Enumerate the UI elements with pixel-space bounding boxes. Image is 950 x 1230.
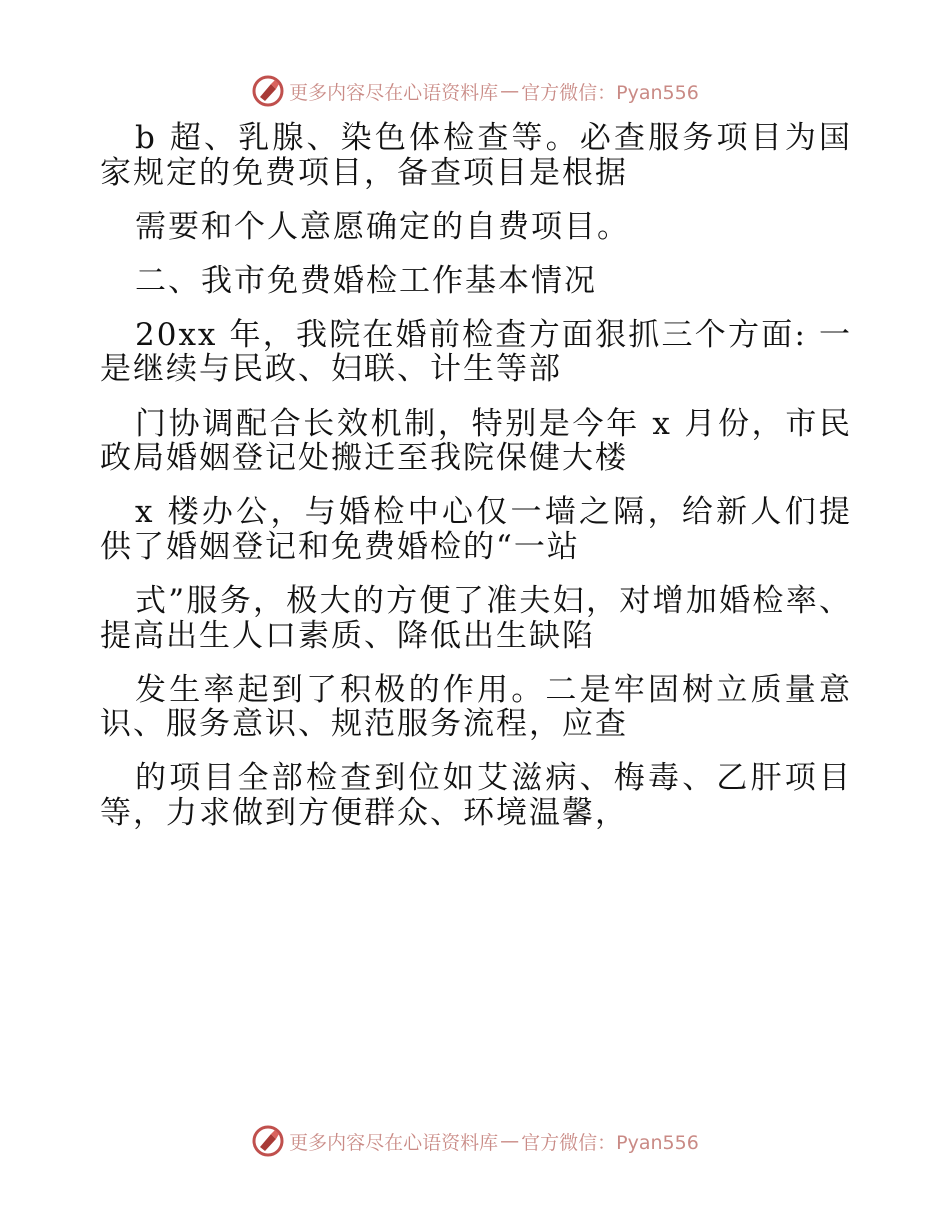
document-body [100, 121, 852, 850]
logo-icon [251, 1124, 285, 1158]
paragraph: 20xx 年，我院在婚前检查方面狠抓三个方面: 一是继续与民政、妇联、计生等部 [100, 316, 853, 388]
banner-title: 更多内容尽在心语资料库 [289, 81, 499, 104]
paragraph: 式”服务，极大的方便了准夫妇，对增加婚检率、提高出生人口素质、降低出生缺陷 [100, 582, 852, 654]
banner-wechat: 官方微信：Pyan556 [521, 1131, 699, 1154]
header-banner [0, 71, 950, 111]
paragraph: 发生率起到了积极的作用。二是牢固树立质量意识、服务意识、规范服务流程，应查 [100, 671, 852, 743]
paragraph: b 超、乳腺、染色体检查等。必查服务项目为国家规定的免费项目，备查项目是根据 [100, 120, 852, 191]
paragraph: x 楼办公，与婚检中心仅一墙之隔，给新人们提供了婚姻登记和免费婚检的“一站 [100, 494, 852, 565]
paragraph: 门协调配合长效机制，特别是今年 x 月份，市民政局婚姻登记处搬迁至我院保健大楼 [100, 405, 852, 477]
paragraph: 的项目全部检查到位如艾滋病、梅毒、乙肝项目等，力求做到方便群众、环境温馨， [100, 760, 852, 831]
banner-wechat: 官方微信：Pyan556 [521, 81, 699, 104]
footer-banner [0, 1121, 950, 1161]
logo-icon [251, 74, 285, 108]
paragraph: 需要和个人意愿确定的自费项目。 [135, 208, 630, 245]
banner-separator: — [500, 1130, 520, 1152]
paragraph: 二、我市免费婚检工作基本情况 [135, 262, 597, 299]
banner-title: 更多内容尽在心语资料库 [289, 1131, 499, 1154]
banner-separator: — [500, 80, 520, 102]
